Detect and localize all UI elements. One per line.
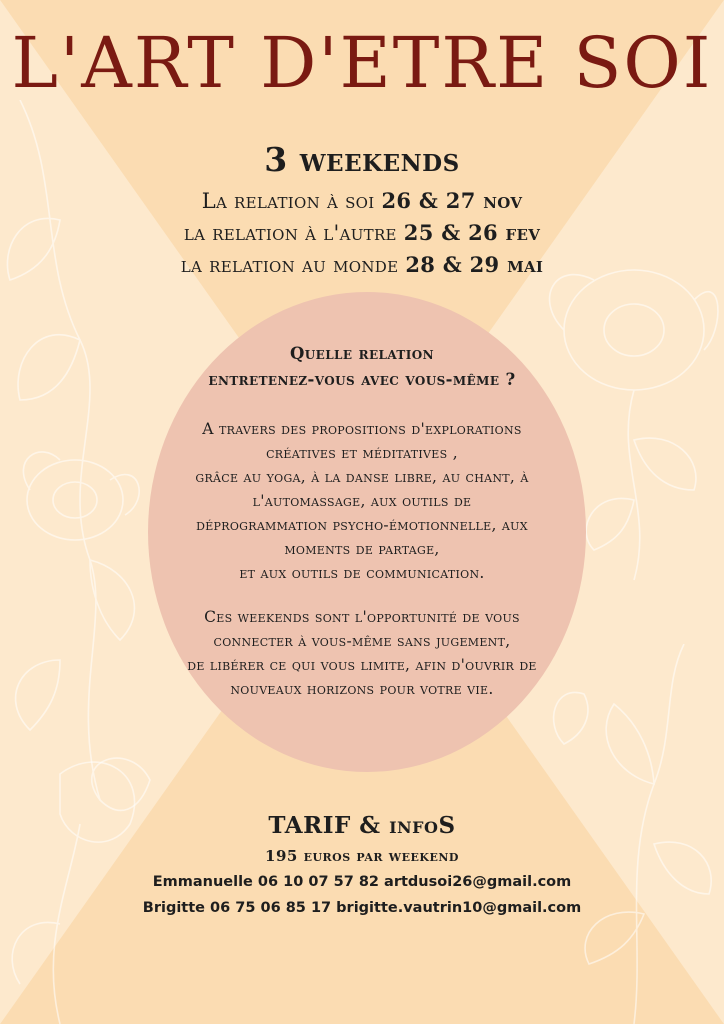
paragraph-1-line: déprogrammation psycho-émotionnelle, aux [196,516,528,534]
paragraph-1-line: grâce au yoga, à la danse libre, au chant, à [195,468,529,486]
tarif-heading: TARIF & infoS [268,812,456,839]
paragraph-1-line: l'automassage, aux outils de [252,492,472,510]
question-line-2: entretenez-vous avec vous-même ? [208,370,516,389]
schedule-label: la relation au monde [180,253,406,277]
schedule-date: 28 & 29 mai [405,252,544,277]
schedule-date: 26 & 27 nov [381,188,523,213]
paragraph-1-line: A travers des propositions d'explorations [202,420,522,438]
schedule-label: La relation à soi [201,189,382,213]
schedule-line-3 [0,252,724,277]
contact-brigitte[interactable]: Brigitte 06 75 06 85 17 brigitte.vautrin10@gmail.com [142,900,582,916]
paragraph-2-line: connecter à vous-même sans jugement, [213,632,511,650]
page-title: L'ART D'ETRE SOI [11,22,713,104]
paragraph-2-line: Ces weekends sont l'opportunité de vous [204,608,520,626]
paragraph-2-line: de libérer ce qui vous limite, afin d'ouvrir de [187,656,537,674]
question-line-1: Quelle relation [290,344,434,363]
schedule-label: la relation à l'autre [183,221,404,245]
price-text: 195 euros par weekend [265,847,459,865]
paragraph-1-line: moments de partage, [284,540,440,558]
weekends-heading: 3 weekends [264,140,460,179]
paragraph-1-line: créatives et méditatives , [266,444,458,462]
schedule-date: 25 & 26 fev [403,220,541,245]
paragraph-2-line: nouveaux horizons pour votre vie. [230,680,494,698]
schedule-line-2 [0,220,724,245]
schedule-line-1 [0,188,724,213]
paragraph-1-line: et aux outils de communication. [239,564,485,582]
contact-emmanuelle[interactable]: Emmanuelle 06 10 07 57 82 artdusoi26@gmail.com [152,874,572,890]
